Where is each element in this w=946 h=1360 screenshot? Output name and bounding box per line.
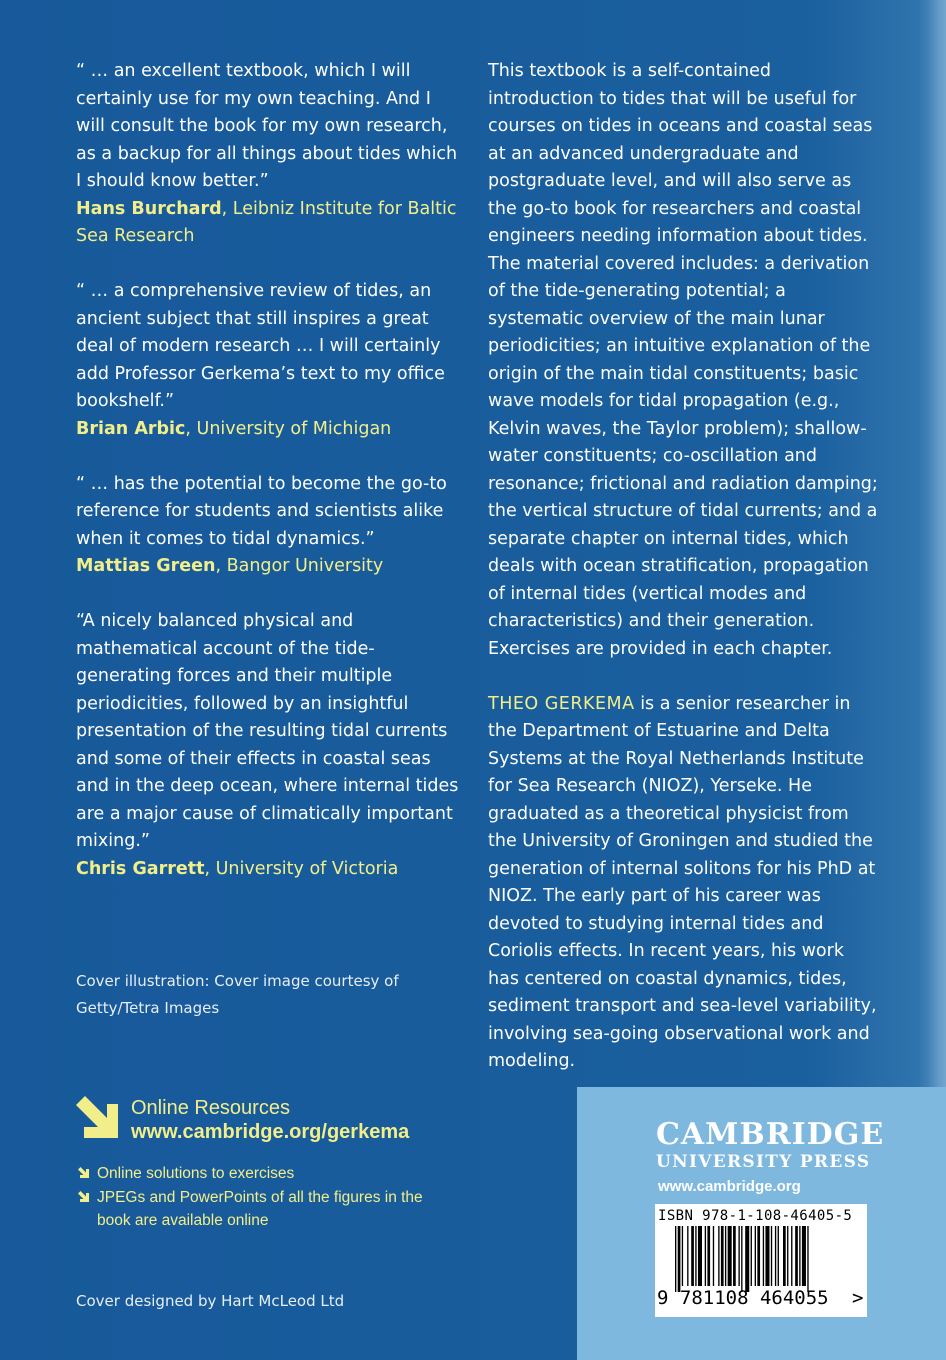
quote-affiliation: , Bangor University xyxy=(215,556,384,576)
cover-illustration-credit: Cover illustration: Cover image courtesy of Getty/Tetra Images xyxy=(76,972,399,1017)
quote-author: Chris Garrett xyxy=(76,858,205,879)
quote-affiliation: , University of Michigan xyxy=(185,418,392,439)
quote-author: Hans Burchard xyxy=(76,198,222,219)
quote-affiliation: , Leibniz Institute for Baltic Sea Research xyxy=(76,198,457,246)
quote-text: “ … a comprehensive review of tides, an ancient subject that still inspires a great deal of modern research … I will certainly add Professor Gerkema’s text to my office bookshelf.” xyxy=(76,281,445,411)
quote-attribution xyxy=(76,416,461,444)
book-description: This textbook is a self-contained introduction to tides that will be useful for courses on tides in oceans and coastal seas at an advanced undergraduate and postgraduate level, and will also serve as the go-to book for researchers and coastal engineers needing information about tides. The material covered includes: a derivation of the tide-generating potential; a systematic overview of the main lunar periodicities; an intuitive explanation of the origin of the main tidal constituents; basic wave models for tidal propagation (e.g., Kelvin waves, the Taylor problem); shallow-water constituents; co-oscillation and resonance; frictional and radiation damping; the vertical structure of tidal currents; and a separate chapter on internal tides, which deals with ocean stratification, propagation of internal tides (vertical modes and characteristics) and their generation. Exercises are provided in each chapter. xyxy=(488,61,878,659)
quote-author: Brian Arbic xyxy=(76,418,186,439)
online-resources-url[interactable]: www.cambridge.org/gerkema xyxy=(131,1121,410,1143)
online-resources-arrow-icon xyxy=(76,1096,122,1142)
barcode-marker: > xyxy=(852,1287,864,1309)
quote-text: “A nicely balanced physical and mathematical account of the tide-generating forces and their multiple periodicities, followed by an insightful presentation of the resulting tidal currents and some of their effects in coastal seas and in the deep ocean, where internal tides are a major cause of climatically important mixing.” xyxy=(76,611,459,851)
quote-affiliation: , University of Victoria xyxy=(204,858,399,879)
quote-attribution xyxy=(76,856,461,884)
cover-designer-credit: Cover designed by Hart McLeod Ltd xyxy=(76,1292,345,1310)
online-resource-item xyxy=(76,1162,456,1186)
endorsement-quote xyxy=(76,471,461,581)
publisher-name: CAMBRIDGE xyxy=(656,1117,885,1152)
isbn-label: ISBN 978-1-108-46405-5 xyxy=(658,1208,853,1224)
bullet-arrow-icon xyxy=(78,1167,90,1179)
endorsements-column xyxy=(76,58,461,911)
endorsement-quote xyxy=(76,278,461,443)
quote-text: “ … has the potential to become the go-to reference for students and scientists alike when it comes to tidal dynamics.” xyxy=(76,473,447,549)
bullet-arrow-icon xyxy=(78,1191,90,1203)
online-resources-list xyxy=(76,1162,456,1233)
online-resource-text: JPEGs and PowerPoints of all the figures in the book are available online xyxy=(97,1188,423,1229)
quote-attribution xyxy=(76,553,461,581)
endorsement-quote xyxy=(76,608,461,883)
barcode-number: 9 781108 464055 xyxy=(657,1287,829,1309)
online-resources-title: Online Resources xyxy=(131,1097,290,1119)
publisher-press: UNIVERSITY PRESS xyxy=(656,1152,871,1172)
publisher-url[interactable]: www.cambridge.org xyxy=(658,1178,801,1195)
author-bio-text: is a senior researcher in the Department of Estuarine and Delta Systems at the Royal Netherlands Institute for Sea Research (NIOZ), Yerseke. He graduated as a theoretical physicist from the University of Groningen and studied the generation of internal solitons for his PhD at NIOZ. The early part of his career was devoted to studying internal tides and Coriolis effects. In recent years, his work has centered on coastal dynamics, tides, sediment transport and sea-level variability, involving sea-going observational work and modeling. xyxy=(488,693,877,1071)
endorsement-quote xyxy=(76,58,461,251)
author-name: THEO GERKEMA xyxy=(488,693,635,714)
online-resource-item xyxy=(76,1186,456,1233)
description-column xyxy=(488,58,878,1076)
quote-author: Mattias Green xyxy=(76,556,216,576)
author-bio xyxy=(488,691,878,1076)
isbn-barcode xyxy=(655,1204,867,1317)
quote-attribution xyxy=(76,196,461,251)
quote-text: “ … an excellent textbook, which I will certainly use for my own teaching. And I will consult the book for my own research, as a backup for all things about tides which I should know better.” xyxy=(76,61,458,191)
online-resource-text: Online solutions to exercises xyxy=(97,1165,295,1182)
